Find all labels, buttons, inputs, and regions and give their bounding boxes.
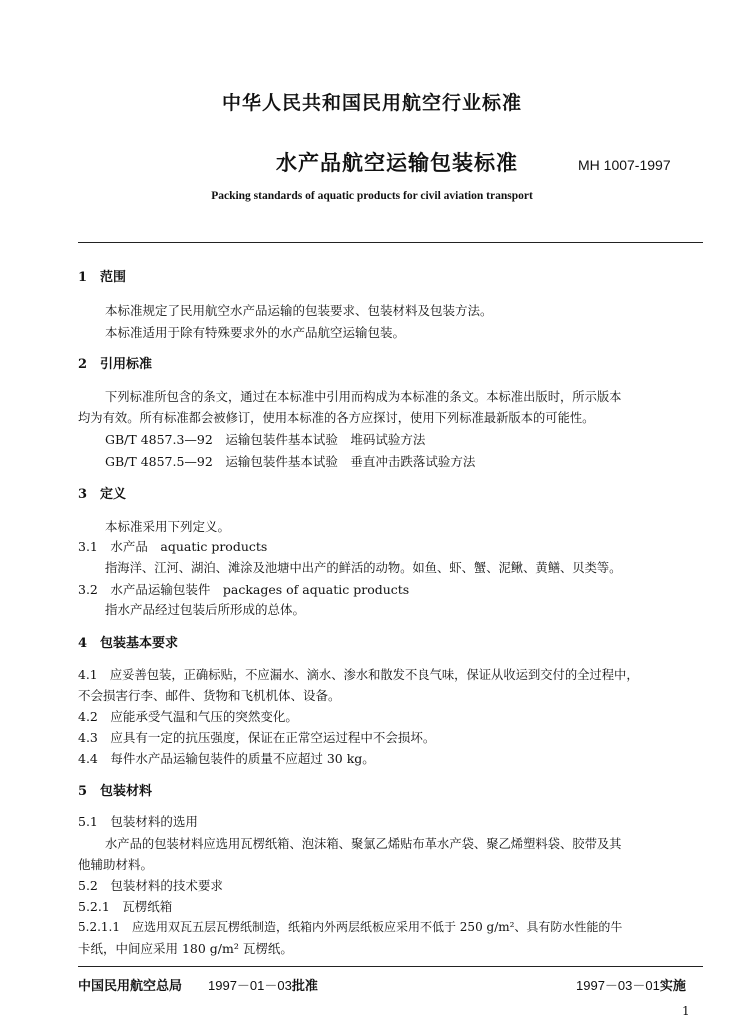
paragraph: 本标准采用下列定义。 [105, 519, 231, 534]
section-heading-3: 3 定义 [78, 487, 127, 502]
header-rule [78, 242, 703, 243]
list-item: 4.1 应妥善包装，正确标贴，不应漏水、滴水、渗水和散发不良气味，保证从收运到交付的全过程中， [78, 668, 639, 682]
impl-date: 1997－03－01 [576, 978, 660, 993]
footer-rule [78, 966, 703, 967]
section-heading-5: 5 包装材料 [78, 784, 153, 799]
page-number: 1 [682, 1004, 690, 1018]
reference-item: GB/T 4857.3—92 运输包装件基本试验 堆码试验方法 [105, 432, 426, 447]
paragraph: 卡纸，中间应采用 180 g/m² 瓦楞纸。 [78, 941, 293, 956]
approve-date: 1997－01－03 [208, 978, 292, 993]
english-title: Packing standards of aquatic products for civil aviation transport [211, 190, 533, 202]
footer-implementation [576, 975, 686, 994]
definition-body: 指海洋、江河、湖泊、滩涂及池塘中出产的鲜活的动物。如鱼、虾、蟹、泥鳅、黄鳝、贝类等。 [105, 561, 622, 575]
section-heading-4: 4 包装基本要求 [78, 636, 179, 651]
list-item: 不会损害行李、邮件、货物和飞机机体、设备。 [78, 688, 341, 703]
subsection-title: 5.1 包装材料的选用 [78, 814, 198, 829]
subsection-title: 5.2.1 瓦楞纸箱 [78, 899, 173, 914]
footer-approval [208, 975, 318, 994]
approve-label: 批准 [291, 979, 318, 994]
section-heading-1: 1 范围 [78, 270, 127, 285]
subsection-title: 5.2 包装材料的技术要求 [78, 878, 223, 893]
reference-item: GB/T 4857.5—92 运输包装件基本试验 垂直冲击跌落试验方法 [105, 454, 476, 469]
footer-issuer: 中国民用航空总局 [78, 979, 183, 994]
list-item: 4.2 应能承受气温和气压的突然变化。 [78, 709, 298, 724]
impl-label: 实施 [659, 979, 686, 994]
paragraph: 均为有效。所有标准都会被修订，使用本标准的各方应探讨，使用下列标准最新版本的可能性。 [78, 411, 595, 425]
standard-code: MH 1007-1997 [578, 157, 671, 173]
section-heading-2: 2 引用标准 [78, 357, 153, 372]
paragraph: 下列标准所包含的条文，通过在本标准中引用而构成为本标准的条文。本标准出版时，所示版本 [105, 390, 622, 404]
definition-title: 3.2 水产品运输包装件 packages of aquatic products [78, 582, 410, 597]
document-title: 水产品航空运输包装标准 [276, 150, 518, 175]
definition-title: 3.1 水产品 aquatic products [78, 539, 268, 554]
list-item: 4.4 每件水产品运输包装件的质量不应超过 30 kg。 [78, 751, 375, 766]
definition-body: 指水产品经过包装后所形成的总体。 [105, 602, 306, 617]
paragraph: 本标准适用于除有特殊要求外的水产品航空运输包装。 [105, 325, 406, 340]
list-item: 4.3 应具有一定的抗压强度，保证在正常空运过程中不会损坏。 [78, 730, 436, 745]
paragraph: 5.2.1.1 应选用双瓦五层瓦楞纸制造，纸箱内外两层纸板应采用不低于 250 g/m²、具有防水性能的牛 [78, 920, 623, 934]
issuing-organization: 中华人民共和国民用航空行业标准 [221, 92, 522, 114]
paragraph: 水产品的包装材料应选用瓦楞纸箱、泡沫箱、聚氯乙烯贴布革水产袋、聚乙烯塑料袋、胶带及其 [105, 837, 622, 851]
paragraph: 他辅助材料。 [78, 857, 154, 872]
paragraph: 本标准规定了民用航空水产品运输的包装要求、包装材料及包装方法。 [105, 303, 493, 318]
